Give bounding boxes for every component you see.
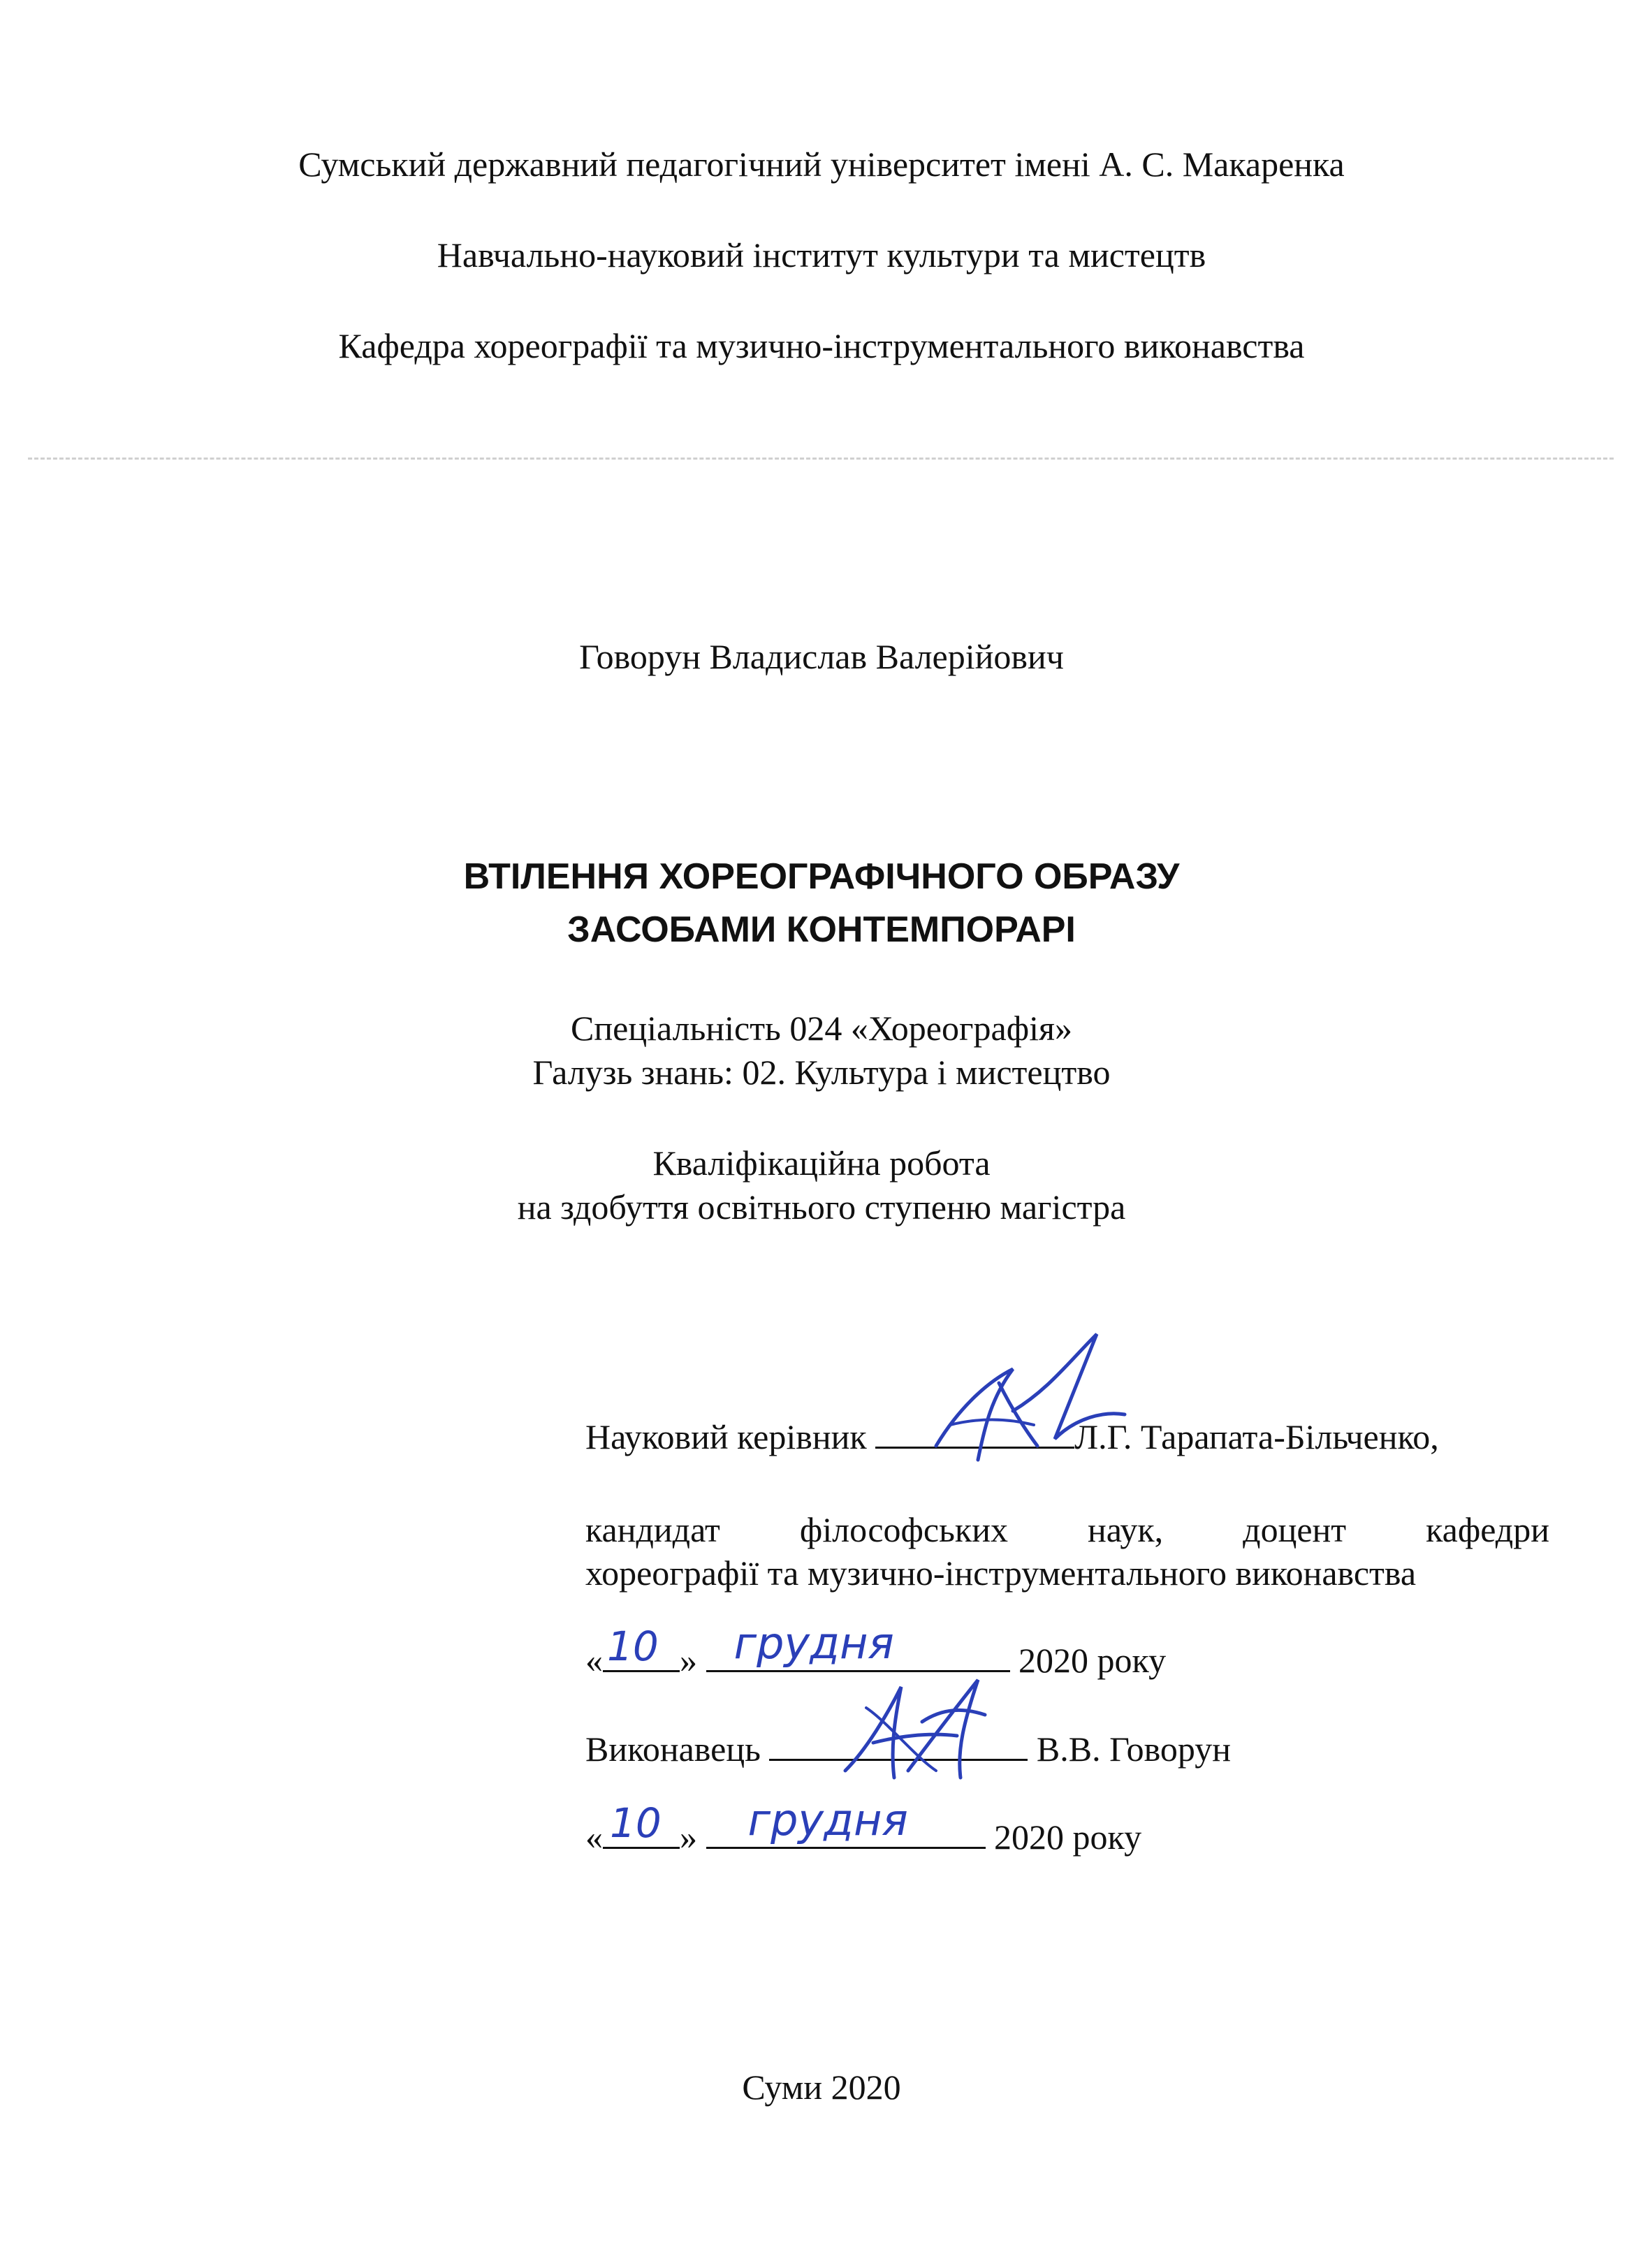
executor-month-handwritten: грудня [747, 1794, 908, 1845]
supervisor-credentials-line1: кандидат філософських наук, доцент кафедри [585, 1510, 1549, 1549]
supervisor-name: Л.Г. Тарапата-Більченко, [1074, 1417, 1439, 1456]
supervisor-month-handwritten: грудня [733, 1618, 894, 1669]
executor-signature [824, 1666, 1006, 1792]
supervisor-date-year: 2020 року [1018, 1641, 1167, 1680]
executor-month-blank [706, 1794, 986, 1849]
university-name: Сумський державний педагогічний університет імені А. С. Макаренка [298, 145, 1345, 184]
work-type-line2: на здобуття освітнього ступеню магістра [517, 1187, 1126, 1227]
supervisor-credentials-line2: хореографії та музично-інструментального виконавства [585, 1553, 1417, 1593]
supervisor-signature [908, 1327, 1139, 1481]
executor-day-blank [603, 1799, 680, 1849]
institute-name: Навчально-науковий інститут культури та мистецтв [437, 235, 1206, 275]
author-name: Говорун Владислав Валерійович [579, 637, 1064, 676]
executor-date-row: « 10 » грудня 2020 року [585, 1794, 1142, 1857]
specialty: Спеціальність 024 «Хореографія» [571, 1009, 1072, 1048]
department-name: Кафедра хореографії та музично-інструментального виконавства [338, 326, 1305, 365]
executor-name: В.В. Говорун [1036, 1729, 1231, 1769]
work-type-line1: Кваліфікаційна робота [652, 1143, 991, 1183]
knowledge-field: Галузь знань: 02. Культура і мистецтво [532, 1053, 1111, 1092]
supervisor-label: Науковий керівник [585, 1417, 867, 1456]
supervisor-day-blank [603, 1623, 680, 1672]
supervisor-day-handwritten: 10 [607, 1623, 659, 1670]
supervisor-date-row: « 10 » грудня 2020 року [585, 1618, 1167, 1680]
executor-day-handwritten: 10 [610, 1799, 662, 1847]
executor-label: Виконавець [585, 1729, 761, 1769]
scan-artifact-line [28, 458, 1614, 460]
thesis-title-line1: ВТІЛЕННЯ ХОРЕОГРАФІЧНОГО ОБРАЗУ [463, 856, 1180, 897]
executor-date-year: 2020 року [994, 1817, 1142, 1857]
thesis-title-line2: ЗАСОБАМИ КОНТЕМПОРАРІ [567, 909, 1076, 950]
city-year: Суми 2020 [742, 2068, 901, 2107]
